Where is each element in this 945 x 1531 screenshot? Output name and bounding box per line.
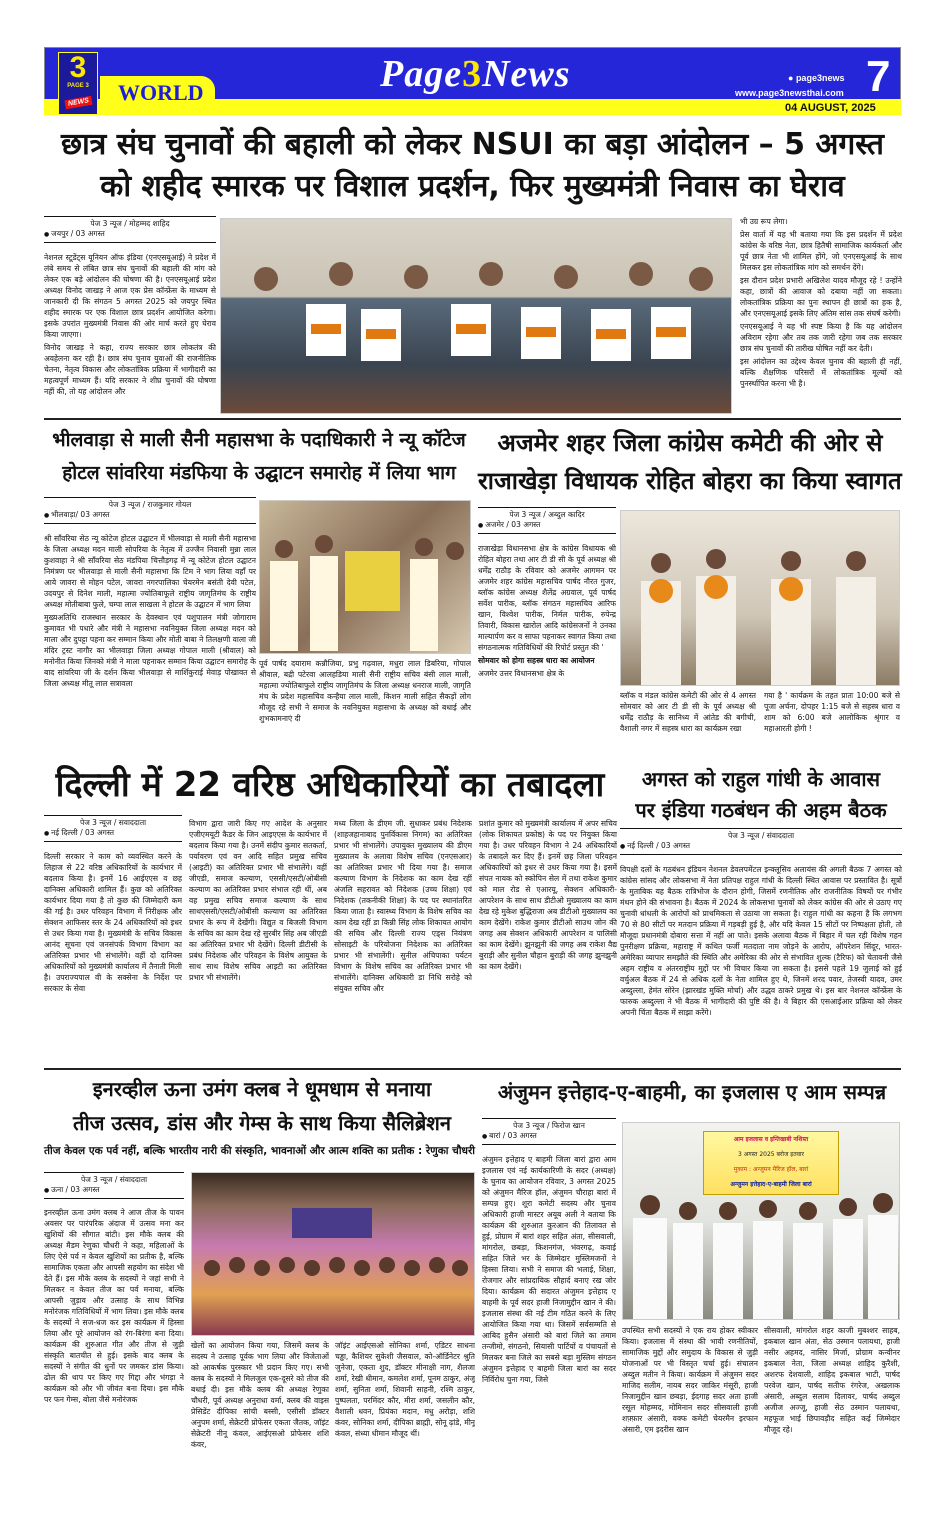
people-illustration <box>221 219 732 414</box>
headline-ajmer: अजमेर शहर जिला कांग्रेस कमेटी की ओर से राजाखेड़ा विधायक रोहित बोहरा का किया स्वागत <box>478 429 902 495</box>
article-ajmer-right: गया है ' कार्यक्रम के तहत प्रातः 10:00 बजे से पूजा अर्चना, दोपहर 1:15 बजे से सहस्त्र धारा व शाम को 6:00 बजे आलोकिक श्रृंगार व महाआरती होगी ! <box>764 691 900 733</box>
subheadline-teej: तीज केवल एक पर्व नहीं, बल्कि भारतीय नारी की संस्कृति, भावनाओं और आत्म शक्ति का प्रतीक : रेणुका चौधरी <box>44 1145 476 1157</box>
headline-bhilwara: भीलवाड़ा से माली सैनी महासभा के पदाधिकारी ने न्यू कॉटेज होटल सांवरिया मंडफिया के उद्घाटन समारोह में लिया भाग <box>52 429 466 484</box>
photo-anjuman-meeting <box>622 1122 900 1320</box>
headline-anjuman: अंजुमन इत्तेहाद-ए-बाहमी, का इजलास ए आम सम्पन्न <box>497 1080 887 1104</box>
photo-teej-celebration <box>191 1172 475 1336</box>
divider <box>44 418 901 420</box>
event-banner: आम इजलास व इन्तिखाबी नशिस्त 3 अगस्त 2025 बरोज इतवार मुकाम : अन्जुमन मैरिज हॉल, बारां अन्जुमन इत्तेहाद-ए-बाहमी जिला बारां <box>703 1131 839 1195</box>
issue-date: 04 AUGUST, 2025 <box>785 102 876 114</box>
headline-delhi: दिल्ली में 22 वरिष्ठ अधिकारियों का तबादला <box>55 765 605 805</box>
article-teej-col2: खेलों का आयोजन किया गया, जिसमें क्लब के सदस्य ने उत्साह पूर्वक भाग लिया और विजेताओं को आकर्षक पुरस्कार भी प्रदान किए गए। सभी क्लब के सदस्यों ने मिलजुल एक-दूसरे को तीज की बधाई दी। इस मौके क्लब की अध्यक्ष रेणुका चौधरी, पूर्व अध्यक्ष अनुराधा वर्मा, क्लब की वाइस प्रेसिडेंट दीपिका सांची बस्सी, एसीसी डॉक्टर अनुपम शर्मा, सेक्रेटरी प्रोफेसर एकता जैतक, जॉइंट सेक्रेटरी नीनू कंवल, आईएसओ प्रोफेसर शशि कंवर, <box>191 1341 329 1449</box>
article-anjuman-col3: सीसवाली, मांगरोल शहर काजी मुबश्शर साहब, इकबाल खान अंता, सेठ उस्मान पलायथा, हाजी नसीर अहमद, नासिर मिर्जा, प्रोग्राम कन्वीनर इकबाल नेता, जिला अध्यक्ष शाहिद कुरैशी, अशरफ देशवाली, शाहिद इकबाल भाटी, पार्षद परवेज खान, पार्षद सतीफ रंगरेज, अखलाक अंसारी, अब्दुल सलाम दिलावर, पार्षद अब्दुल अजीज अज्जू, हाजी सेठ उस्मान पलायथा, महफूज भाई छिपावड़ौद सहित कई जिम्मेदार मौजूद रहे। <box>764 1326 900 1434</box>
people-illustration <box>621 511 900 686</box>
photo-bhilwara-event <box>259 500 471 654</box>
article-bhilwara-right: पूर्व पार्षद दयाराम कन्नौजिया, प्रभु गढ़वाल, मधुरा लाल डिबरिया, गोपाल श्रीवाल, बद्री पटेरवा आलहडिया माली सैनी राष्ट्रीय सचिव बंसी लाल माली, महात्मा ज्योतिबाफुले राष्ट्रीय जागृतिमंच के जिला अध्यक्ष धनराज माली, जागृति मंच के प्रदेश महासचिव कन्हैया लाल माली, किशन माली सहित सैकड़ों लोग मौजूद रहे सभी ने समाज के नवनियुक्त महासभा के अध्यक्ष को बधाई और शुभकामनाएं दी <box>259 659 471 723</box>
article-delhi-col4: प्रशांत कुमार को मुख्यमंत्री कार्यालय में अपर सचिव (लोक शिकायत प्रकोष्ठ) के पद पर नियुक्त किया गया है। उधर परिवहन विभाग ने 24 अधिकारियों के तबादले कर दिए हैं। इनमें छह जिला परिवहन अधिकारियों को इधर से उधर किया गया है। इसमें संपत नायक को स्कोपिन सेल में तथा राकेश कुमार को माल रोड से एआरयू, सेक्शन अधिकारी- आपरेशन के साथ साथ डीटीओ मुख्यालय का काम देख रहे मुकेश बुद्धिराजा अब डीटीओ मुख्यालय का काम देखेंगे। राकेश कुमार डीटीओ साउथ जोन की जगह अब सेक्शन अधिकारी आपरेशन व पालिसी का काम देखेंगे। झुनझुनी की जगह अब राकेश वैद्य बुराड़ी और सुनील चौहान बुराड़ी की जगह झुनझुनी का काम देखेंगे। <box>479 819 617 971</box>
page-number: 7 <box>866 52 891 101</box>
brand-title: Page3News <box>380 53 571 95</box>
people-illustration <box>623 1123 900 1320</box>
article-delhi-col2: विभाग द्वारा जारी किए गए आदेश के अनुसार एजीएमयूटी कैडर के जिन आइएएस के कार्यभार में बदलाव किया गया है। उनमें संदीप कुमार सतकर्ता, पर्यावरण एवं वन आदि सहित प्रमुख सचिव (आइटी) का अतिरिक्त प्रभार भी संभालेंगे। वहीं जीएडी, समाज कल्याण, एससी/एसटी/ओबीसी कल्याण का अतिरिक्त प्रभार संभाल रही थीं, अब वह प्रमुख सचिव समाज कल्याण के साथ साथएससी/एसटी/ओबीसी कल्याण का अतिरिक्त प्रभार के रूप में देखेंगी। विद्युत व बिजली विभाग के सचिव का काम देख रहे सुरबीर सिंह अब जीएडी का अतिरिक्त प्रभार भी देखेंगे। दिल्ली डीटीसी के प्रबंध निदेशक और परिवहन के विशेष आयुक्त के साथ साथ विशेष सचिव आइटी का अतिरिक्त प्रभार भी संभालेंगे। <box>189 819 327 982</box>
divider <box>44 1068 901 1070</box>
article-delhi-col3: मध्य जिला के डीएम जी. सुधाकर प्रबंध निदेशक (शाहजहानाबाद पुनर्विकास निगम) का अतिरिक्त प्रभार भी संभालेंगे। उपायुक्त मुख्यालय की डीएम मुख्यालय के अलावा विशेष सचिव (एनएसआर) का अतिरिक्त प्रभार भी दिया गया है। समाज कल्याण विभाग के निदेशक का काम देख रहीं अंजलि सहरावत को निदेशक (उच्च शिक्षा) एवं निदेशक (तकनीकी शिक्षा) के पद पर स्थानांतरित किया जाता है। स्वास्थ्य विभाग के विशेष सचिव का काम देख रहीं डा किन्नी सिंह लोक शिकायत आयोग की सचिव और दिल्ली राज्य एड्स नियंत्रण सोसाइटी के परियोजना निदेशक का अतिरिक्त प्रभार भी संभालेंगी। सुनील अंचिपाका पर्यटन विभाग के विशेष सचिव का अतिरिक्त प्रभार भी संभालेंगे। दानिक्स अधिकारी डा निधि सरोहे को संयुक्त सचिव और <box>334 819 472 993</box>
byline-nsui: पेज 3 न्यूज / मोहम्मद शाहिद ● जयपुर / 03 अगस्त <box>44 216 216 243</box>
article-anjuman-col1: अंजुमन इत्तेहाद ए बाहमी जिला बारां द्वारा आम इजलास एवं नई कार्यकारिणी के सदर (अध्यक्ष) के चुनाव का आयोजन रविवार, 3 अगस्त 2025 को अंजुमन मैरिज हॉल, अंजुमन चौराहा बारां में सम्पन्न हुए। शूरा कमेटी सदस्य और चुनाव अधिकारी हाजी मास्टर अयूब अली ने बताया कि कार्यक्रम की शुरुआत कुरआन की तिलावत से हुई, प्रोग्राम में बारां शहर सहित अंता, सीसवाली, मांगरोल, छबड़ा, किशनगंज, भंवरगढ़, कवाई सहित जिले भर के जिम्मेदार मुस्लिमजनों ने हिस्सा लिया। सभी ने समाज की भलाई, शिक्षा, रोजगार और सांप्रदायिक सौहार्द बनाए रख जोर दिया। कार्यक्रम की सदारत अंजुमन इत्तेहाद ए बाहमी के पूर्व सदर हाजी निजामुद्दीन खान ने की। इजलास संस्था की नई टीम गठित करने के लिए आयोजित किया गया था। जिसमें सर्वसम्मति से आबिद हुसैन अंसारी को बारां जिले का तमाम तन्जीमो, संगठनो, सियासी पार्टियों व पंचायतों से मिलकर बना जिले का सबसे बड़ा मुस्लिम संगठन अंजुमन इत्तेहाद ए बाहमी जिला बारां का सदर निर्विरोध चुना गया, जिसे <box>482 1155 616 1384</box>
article-ajmer-mid: ब्लॉक व मंडल कांग्रेस कमेटी की ओर से 4 अगस्त सोमवार को आर टी डी सी के पूर्व अध्यक्ष श्री धर्मेंद्र राठौड़ के सानिध्य में आंतेड की बगीची, वैशाली नगर में सहस्त्र धारा का कार्यक्रम रखा <box>620 691 756 733</box>
page3-logo: 3 PAGE 3 NEWS <box>58 52 98 115</box>
headline-nsui: छात्र संघ चुनावों की बहाली को लेकर NSUI का बड़ा आंदोलन – 5 अगस्त को शहीद स्मारक पर विशाल प्रदर्शन, फिर मुख्यमंत्री निवास का घेराव <box>60 127 885 204</box>
people-illustration <box>192 1173 475 1336</box>
photo-nsui-press-conference <box>220 218 732 414</box>
article-nsui-right: भी उग्र रूप लेगा। प्रेस वार्ता में यह भी बताया गया कि इस प्रदर्शन में प्रदेश कांग्रेस के वरिष्ठ नेता, छात्र हितैषी सामाजिक कार्यकर्ता और पूर्व छात्र नेता भी शामिल होंगे, जो एनएसयूआई के साथ मिलकर इस लोकतांत्रिक मांग को समर्थन देंगे। इस दौरान प्रदेश प्रभारी अखिलेश यादव मौजूद रहे ! उन्होंने कहा, छात्रों की आवाज को दबाया नहीं जा सकता। लोकतांत्रिक प्रक्रिया का पुनः स्थापन ही छात्रों का हक है, और एनएसयूआई इसके लिए अंतिम सांस तक संघर्ष करेगी। एनएसयूआई ने यह भी स्पष्ट किया है कि यह आंदोलन अविराम रहेगा और तब तक जारी रहेगा जब तक सरकार छात्र संघ चुनावों की तारीख घोषित नहीं कर देती। इस आंदोलन का उद्देश्य केवल चुनाव की बहाली ही नहीं, बल्कि शैक्षणिक परिसरों में लोकतांत्रिक मूल्यों को पुनर्स्थापित करना भी है। <box>740 217 902 388</box>
article-delhi-col1: दिल्ली सरकार ने काम को व्यवस्थित करने के लिहाज से 22 वरिष्ठ अधिकारियों के कार्यभार में बदलाव किया है। इनमें 16 आईएएस व छह दानिक्स अधिकारी शामिल हैं। कुछ को अतिरिक्त कार्यभार दिया गया है तो कुछ की जिम्मेदारी कम की गई है। उधर परिवहन विभाग में निरीक्षक और सेक्शन आफिसर स्तर के 24 अधिकारियों को इधर से उधर किया गया है। मुख्यमंत्री के सचिव विकास आनंद सूचना एवं जनसंपर्क विभाग विभाग का अतिरिक्त प्रभार भी संभालेंगे। वहीं दो दानिक्स अधिकारियों को मुख्यमंत्री कार्यालय में तैनाती मिली है। उपराज्यपाल वी के सक्सेना के निर्देश पर सरकार के सेवा <box>44 852 182 993</box>
photo-ajmer-welcome <box>620 510 900 686</box>
article-anjuman-col2: उपस्थित सभी सदस्यों ने एक राय होकर स्वीकार किया। इजलास में संस्था की भावी रणनीतियों, सामाजिक मुद्दों और समुदाय के विकास से जुड़ी योजनाओं पर भी विस्तृत चर्चा हुई। संचालन अब्दुल मतीन ने किया। कार्यक्रम में अंजुमन सदर माजिद सलीम, नायब सदर जाकिर मंसूरी, हाजी निजामुद्दीन खान छबड़ा, ईदगाह सदर अता हाजी रसूल मोहम्मद, मोमिनान सदर सीसवाली हाजी शफ़्फ़ार अंसारी, वक्फ कमेटी चेयरमैन इरफान अंसारी, एम इदरीस खान <box>622 1326 758 1434</box>
article-india-bloc: विपक्षी दलों के गठबंधन इंडियन नेशनल डेवलपमेंटल इन्क्लूसिव अलायंस की अगली बैठक 7 अगस्त को कांग्रेस सांसद और लोकसभा में नेता प्रतिपक्ष राहुल गांधी के दिल्ली स्थित आवास पर प्रस्तावित है। सूत्रों के मुताबिक यह बैठक रात्रिभोज के दौरान होगी, जिसमें रणनीतिक और राजनीतिक विषयों पर गंभीर मंथन होने की संभावना है। बैठक में 2024 के लोकसभा चुनावों को लेकर कांग्रेस की ओर से उठाए गए चुनावी धांधली के आरोपों को प्राथमिकता से उठाया जा सकता है। राहुल गांधी का कहना है कि लगभग 70 से 80 सीटों पर मतदान प्रक्रिया में गड़बड़ी हुई है, और यदि केवल 15 सीटों पर निष्पक्षता होती, तो मौजूदा प्रधानमंत्री दोबारा सत्ता में नहीं आ पाते। इसके अलावा बैठक में बिहार में चल रही विशेष गहन पुनरीक्षण प्रक्रिया, महाराष्ट्र में कथित फर्जी मतदाता नाम जोड़ने के आरोप, ऑपरेशन सिंदूर, भारत-अमेरिका व्यापार समझौते की स्थिति और अमेरिका की ओर से संभावित शुल्क (टैरिफ) को चेतावनी जैसे अहम राष्ट्रीय व अंतरराष्ट्रीय मुद्दों पर भी विचार किया जा सकता है। इससे पहले 19 जुलाई को हुई वर्चुअल बैठक में 24 से अधिक दलों के नेता शामिल हुए थे, जिनमें शरद पवार, तेजस्वी यादव, उमर अब्दुल्ला, हेमंत सोरेन (झारखंड मुक्ति मोर्चा) और उद्धव ठाकरे प्रमुख थे। इस बार नेशनल कॉन्फ्रेंस के फारुक अब्दुल्ला ने भी बैठक में भागीदारी की पुष्टि की है। वे बिहार की एसआईआर प्रक्रिया को लेकर अपनी चिंता बैठक में साझा करेंगे। <box>620 865 902 1017</box>
headline-india-bloc: अगस्त को राहुल गांधी के आवास पर इंडिया गठबंधन की अहम बैठक <box>635 767 887 822</box>
byline-delhi: पेज 3 न्यूज / सवाददाता ● नई दिल्ली / 03 अगस्त <box>44 815 182 842</box>
headline-teej: इनरव्हील ऊना उमंग क्लब ने धूमधाम से मनाया तीज उत्सव, डांस और गेम्स के साथ किया सैलिब्रेशन <box>73 1077 451 1135</box>
byline-bhilwara: पेज 3 न्यूज / राजकुमार गोयल ● भीलवाड़ा/ 03 अगस्त <box>44 497 256 524</box>
social-icon: ● <box>788 73 796 83</box>
byline-ajmer: पेज 3 न्यूज / अब्दुल कादिर ● अजमेर / 03 अगस्त <box>478 507 616 534</box>
byline-india-bloc: पेज 3 न्यूज / संवाददाता ● नई दिल्ली / 03 अगस्त <box>620 828 902 855</box>
article-nsui-left: नेशनल स्टूडेंट्स यूनियन ऑफ इंडिया (एनएसयूआई) ने प्रदेश में लंबे समय से लंबित छात्र संघ चुनावों की बहाली की मांग को लेकर एक बड़े आंदोलन की घोषणा की है। एनएसयूआई प्रदेश अध्यक्ष विनोद जाखड़ ने आज एक प्रेस कॉन्फ्रेंस के माध्यम से जानकारी दी कि संगठन 5 अगस्त 2025 को जयपुर स्थित शहीद स्मारक पर एक विशाल छात्र प्रदर्शन आयोजित करेगा। इसके उपरांत मुख्यमंत्री निवास की ओर मार्च करते हुए घेराव किया जाएगा। विनोद जाखड़ ने कहा, राज्य सरकार छात्र लोकतंत्र की अवहेलना कर रही है। छात्र संघ चुनाव युवाओं की राजनीतिक चेतना, नेतृत्व विकास और लोकतांत्रिक प्रक्रिया में भागीदारी का महत्वपूर्ण माध्यम हैं। यदि सरकार ने शीघ्र चुनावों की घोषणा नहीं की, तो यह आंदोलन और <box>44 253 216 396</box>
social-handle: ● page3news <box>788 73 845 83</box>
article-teej-col1: इनरव्हील ऊना उमंग क्लब ने आज तीज के पावन अवसर पर पारंपरिक अंदाज में उत्सव मना कर खुशियों की सौगात बांटी। इस मौके क्लब की अध्यक्ष मैडम रेणुका चौधरी ने कहा, महिलाओं के लिए ऐसे पर्व न केवल खुशियों का प्रतीक है, बल्कि सामाजिक एकता और आपसी सहयोग का संदेश भी देते हैं। इस मौके क्लब के सदस्यों ने जहां सभी ने मिलकर न केवल तीज का पर्व मनाया, बल्कि आपसी जुड़ाव और उत्साह के साथ विभिन्न मनोरंजक गतिविधियों में भाग लिया। इस मौके क्लब के सदस्यों ने सज-धज कर इस कार्यक्रम में हिस्सा लिया और पूरे आयोजन को रंग-बिरंगा बना दिया। कार्यक्रम की शुरुआत गीत और तीज से जुड़ी संस्कृति बातचीत से हुई। इसके बाद क्लब के सदस्यों ने संगीत की धुनों पर जमकर डांस किया। ढोल की थाप पर किए गए गिद्दा और भंगड़ा ने कार्यक्रम को और भी जीवंत बना दिया। इस मौके पर फन गेम्स, बोला जैसे मनोरंजक <box>44 1208 184 1404</box>
website-url: www.page3newsthai.com <box>735 88 844 98</box>
byline-anjuman: पेज 3 न्यूज / फिरोज खान ● बारां / 03 अगस्त <box>482 1118 616 1145</box>
people-illustration <box>260 501 471 654</box>
section-label: WORLD <box>118 80 204 105</box>
byline-teej: पेज 3 न्यूज / संवाददाता ● ऊना / 03 अगस्त <box>44 1172 184 1199</box>
article-teej-col3: जॉइंट आईएसओ सोनिका शर्मा, एडिटर साधना चड्ढा, कैशियर सुकेशी जैसवाल, को-ऑर्डिनेटर श्रुति जुनेजा, एकता शुद, डॉक्टर मीनाक्षी नाग, शैलजा शर्मा, रेखी धीमान, कमलेश शर्मा, पूनम ठाकुर, अंजू शर्मा, सुनिता शर्मा, शिवानी साहनी, रश्मि ठाकुर, पुष्पलता, परमिंदर कौर, मीरा शर्मा, जसलीन कौर, वैशाली धवन, प्रियंका मदान, मधु अरोड़ा, शशि कंवर, सोनिका शर्मा, दीपिका ब्राह्मी, सोनू ढ़ांडे, मीनू कंवल, संध्या धीमान मौजूद थीं। <box>335 1341 475 1438</box>
article-ajmer-left: राजाखेड़ा विधानसभा क्षेत्र के कांग्रेस विधायक श्री रोहित बोहरा तथा आर टी डी सी के पूर्व अध्यक्ष श्री धर्मेंद्र राठौड़ के रविवार को अजमेर आगमन पर अजमेर शहर कांग्रेस महासचिव पार्षद नौरत गुजर, ब्लॉक कांग्रेस अध्यक्ष शैलेंद्र अग्रवाल, पूर्व पार्षद सर्वेश पारीक, ब्लॉक संगठन महासचिव आरिफ खान, विश्वेश पारीक, निर्मल पारीक, रुपेन्द्र तिवारी, विकास खारोल आदि कांग्रेसजनों ने उनका माल्यार्पण कर व साफा पहनाकर स्वागत किया तथा संगठनात्मक गतिविधियों की रिपोर्ट प्रस्तुत की ' सोमवार को होगा सहस्त्र धारा का आयोजन अजमेर उत्तर विधानसभा क्षेत्र के <box>478 544 616 678</box>
article-bhilwara-left: श्री सॉंवरिया सेठ न्यू कोटेज होटल उद्घाटन में भीलवाड़ा से माली सैनी महासभा के जिला अध्यक्ष मदन माली सोपरिया के नेतृत्व में उज्जैन निवासी मुन्ना लाल कुशवाहा ने श्री सॉंवरिया सेठ मंडपिया चित्तौड़गढ़ में न्यू कोटेज होटल उद्घाटन निमंत्रण पर भीलवाड़ा से माली सैनी महासभा कि टिम ने भाग लिया वहाँ पर आये जावरा से मोहन पटेल, जावरा नगरपालिका चेयरमेन बसंती देवी पटेल, उदयपुर से दिनेश माली, महात्मा ज्योतिबाफूले राष्ट्रीय जागृतिमंच के राष्ट्रीय अध्यक्ष मोतीबाबा फुले, चम्पा लाल साखला ने होटल के उद्घाटन में भाग लिया मुख्यअतिथि राजस्थान सरकार के देवस्थान एवं पशुपालन मंत्री जोगाराम कुमावत भी पधारे और मंत्री ने महासभा नवनियुक्त जिला अध्यक्ष मदन को माला और दुपट्टा पहना कर सम्मान किया और मोती बाबा ने तिलक्षणी वाला जी मंदिर ट्रस्ट नागौर का भीलवाड़ा जिला अध्यक्ष गोपाल माली (श्रीवाल) को मनोनीत किया जिनको मंत्री ने माला पहनाकर सम्मान किया उद्घाटन समारोह के बाद सांवरिया जी के दर्शन किया भीलवाड़ा से मार्शिकुराई मेवाड़ पोखावत से जिला अध्यक्ष मीतू लाल सत्रावला <box>44 534 256 688</box>
